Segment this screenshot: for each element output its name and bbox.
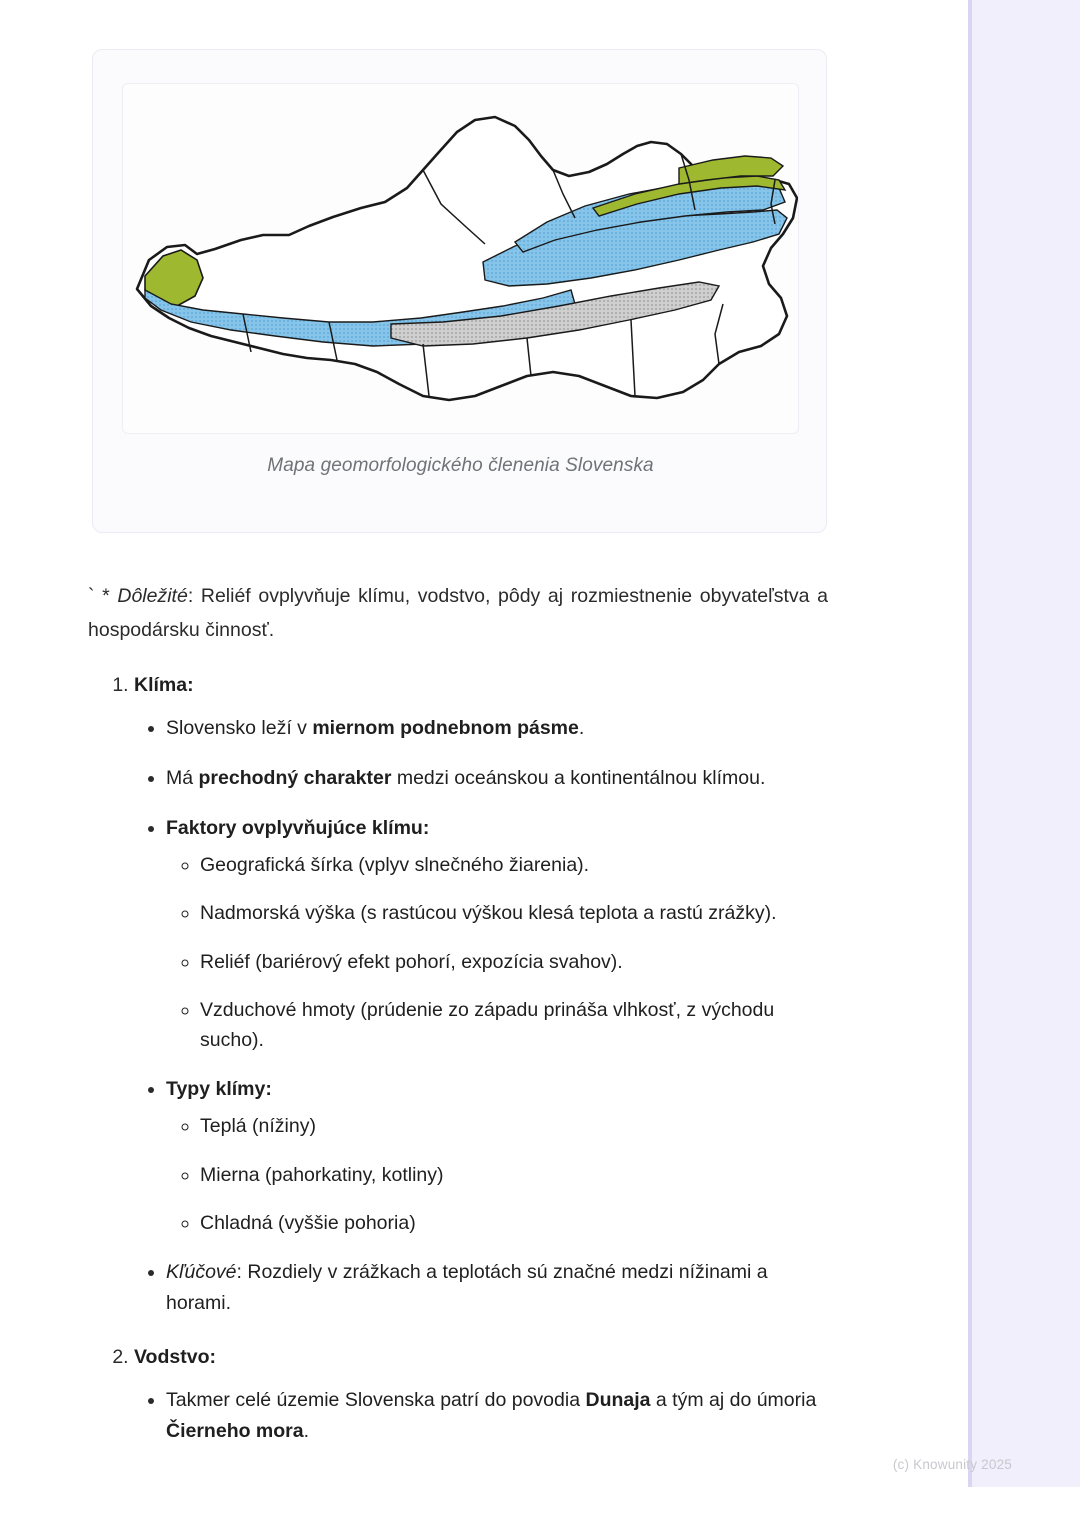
map-image-frame [122, 83, 799, 434]
text-run: Čierneho mora [166, 1420, 304, 1443]
important-note [88, 580, 828, 647]
sub-bullet-item: ◦ Mierna (pahorkatiny, kotliny) [200, 1160, 828, 1190]
text-run: . [578, 716, 585, 739]
figure-caption: Mapa geomorfologického členenia Slovenska [267, 455, 654, 476]
section-list [88, 669, 828, 1447]
sub-bullet-item: ◦ Vzduchové hmoty (prúdenie zo západu prináša vlhkosť, z východu sucho). [200, 995, 828, 1055]
text-run: Dunaja [585, 1389, 651, 1411]
bullet-list [134, 713, 828, 1320]
watermark: (c) Knowunity 2025 [892, 1457, 1012, 1472]
text-run: Takmer celé územie Slovenska patrí do povodia [166, 1389, 586, 1411]
section-title: Klíma: [134, 674, 194, 697]
bullet-item [166, 813, 828, 1055]
text-run: Kľúčové [166, 1261, 237, 1284]
bullet-text [166, 817, 429, 839]
sub-bullet-item: ◦ Reliéf (bariérový efekt pohorí, expozícia svahov). [200, 947, 828, 977]
bullet-item [166, 713, 828, 744]
bullet-text [166, 767, 765, 789]
page-side-strip [972, 0, 1080, 1487]
text-run: prechodný charakter [198, 766, 392, 789]
bullet-text [166, 717, 584, 739]
text-run: miernom podnebnom pásme [312, 716, 579, 739]
slovakia-map-icon [123, 84, 799, 434]
bullet-text [166, 1389, 816, 1442]
section-title: Vodstvo: [134, 1346, 216, 1369]
important-note-prefix: ` * [88, 585, 118, 607]
document-body [88, 580, 828, 1466]
figure-card [92, 49, 827, 533]
text-run: Typy klímy: [166, 1078, 272, 1101]
sub-bullet-list [166, 850, 828, 1055]
sub-bullet-list [166, 1111, 828, 1238]
section-heading [134, 1341, 828, 1447]
bullet-list [134, 1385, 828, 1447]
sub-bullet-item: ◦ Chladná (vyššie pohoria) [200, 1208, 828, 1238]
text-run: medzi oceánskou a kontinentálnou klímou. [391, 766, 766, 789]
sub-bullet-item: ◦ Nadmorská výška (s rastúcou výškou klesá teplota a rastú zrážky). [200, 898, 828, 928]
sub-bullet-item: ◦ Teplá (nížiny) [200, 1111, 828, 1141]
bullet-text [166, 1261, 768, 1314]
sub-bullet-item: ◦ Geografická šírka (vplyv slnečného žiarenia). [200, 850, 828, 880]
bullet-item [166, 1385, 828, 1447]
important-note-label: Dôležité [117, 585, 188, 607]
page-side-strip-edge [968, 0, 972, 1487]
bullet-item [166, 1074, 828, 1238]
important-note-text: : Reliéf ovplyvňuje klímu, vodstvo, pôdy aj rozmiestnenie obyvateľstva a hospodársku činnosť. [88, 585, 828, 641]
text-run: : Rozdiely v zrážkach a teplotách sú značné medzi nížinami a horami. [166, 1261, 768, 1315]
text-run: Má [166, 766, 199, 789]
section-heading [134, 669, 828, 1319]
bullet-text [166, 1078, 272, 1100]
bullet-item [166, 763, 828, 794]
text-run: . [303, 1420, 310, 1443]
text-run: a tým aj do úmoria [650, 1389, 817, 1411]
text-run: Faktory ovplyvňujúce klímu: [166, 816, 430, 839]
bullet-item [166, 1257, 828, 1319]
text-run: Slovensko leží v [166, 716, 313, 739]
